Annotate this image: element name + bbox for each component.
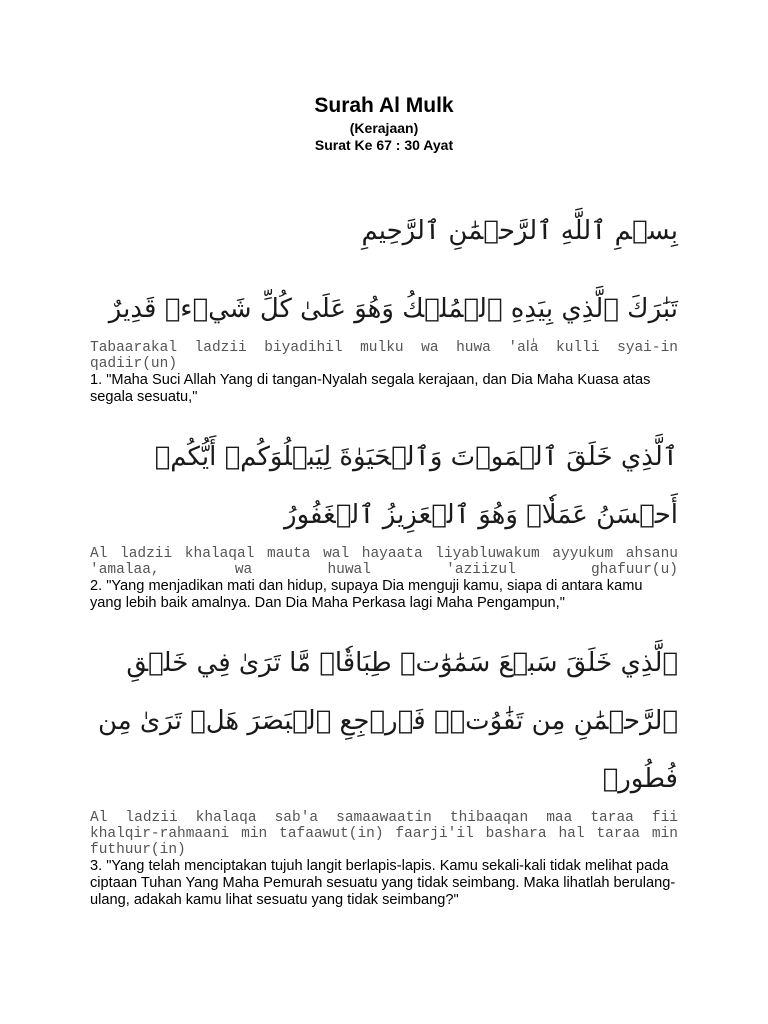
- ayah-translation: 2. "Yang menjadikan mati dan hidup, supaya Dia menguji kamu, siapa di antara kamu yang lebih baik amalnya. Dan Dia Maha Perkasa lagi Maha Pengampun,": [90, 578, 643, 611]
- ayah-arabic: تَبَٰرَكَ ٱلَّذِي بِيَدِهِ ٱلۡمُلۡكُ وَهُوَ عَلَىٰ كُلِّ شَيۡءٖ قَدِيرٌ: [108, 294, 678, 324]
- surah-info: Surat Ke 67 : 30 Ayat: [314, 137, 454, 153]
- document-header: [90, 92, 678, 154]
- page-subtitle: (Kerajaan): [349, 120, 419, 136]
- ayah-1: [90, 280, 678, 406]
- ayah-transliteration: Al ladzii khalaqal mauta wal hayaata liyabluwakum ayyukum ahsanu 'amalaa, wa huwal 'aziizul ghafuur(u): [90, 546, 678, 578]
- ayah-3: [90, 634, 678, 909]
- ayah-translation: 3. "Yang telah menciptakan tujuh langit berlapis-lapis. Kamu sekali-kali tidak melihat pada ciptaan Tuhan Yang Maha Pemurah sesuatu yang tidak seimbang. Maka lihatlah berulang-ulang, adakah kamu lihat sesuatu yang tidak seimbang?": [90, 858, 676, 908]
- ayah-transliteration: Al ladzii khalaqa sab'a samaawaatin thibaaqan maa taraa fii khalqir-rahmaani min tafaawut(in) faarji'il bashara hal taraa min futhuur(in): [90, 810, 678, 858]
- basmala-arabic: بِسۡمِ ٱللَّهِ ٱلرَّحۡمَٰنِ ٱلرَّحِيمِ: [361, 216, 678, 246]
- page-title: Surah Al Mulk: [314, 94, 454, 117]
- ayah-2: [90, 428, 678, 612]
- ayah-arabic: ٱلَّذِي خَلَقَ ٱلۡمَوۡتَ وَٱلۡحَيَوٰةَ لِيَبۡلُوَكُمۡ أَيُّكُمۡ أَحۡسَنُ عَمَلٗاۚ وَهُوَ ٱلۡعَزِيزُ ٱلۡغَفُورُ: [154, 442, 678, 530]
- document-page: [90, 92, 678, 909]
- ayah-translation: 1. "Maha Suci Allah Yang di tangan-Nyalah segala kerajaan, dan Dia Maha Kuasa atas segala sesuatu,": [90, 372, 651, 405]
- ayah-arabic: ٱلَّذِي خَلَقَ سَبۡعَ سَمَٰوَٰتٖ طِبَاقٗاۖ مَّا تَرَىٰ فِي خَلۡقِ ٱلرَّحۡمَٰنِ مِن تَفَٰوُتٖۖ فَٱرۡجِعِ ٱلۡبَصَرَ هَلۡ تَرَىٰ مِن فُطُورٖ: [97, 648, 678, 794]
- ayah-transliteration: Tabaarakal ladzii biyadihil mulku wa huwa 'alٰa kulli syai-in qadiir(un): [90, 340, 678, 372]
